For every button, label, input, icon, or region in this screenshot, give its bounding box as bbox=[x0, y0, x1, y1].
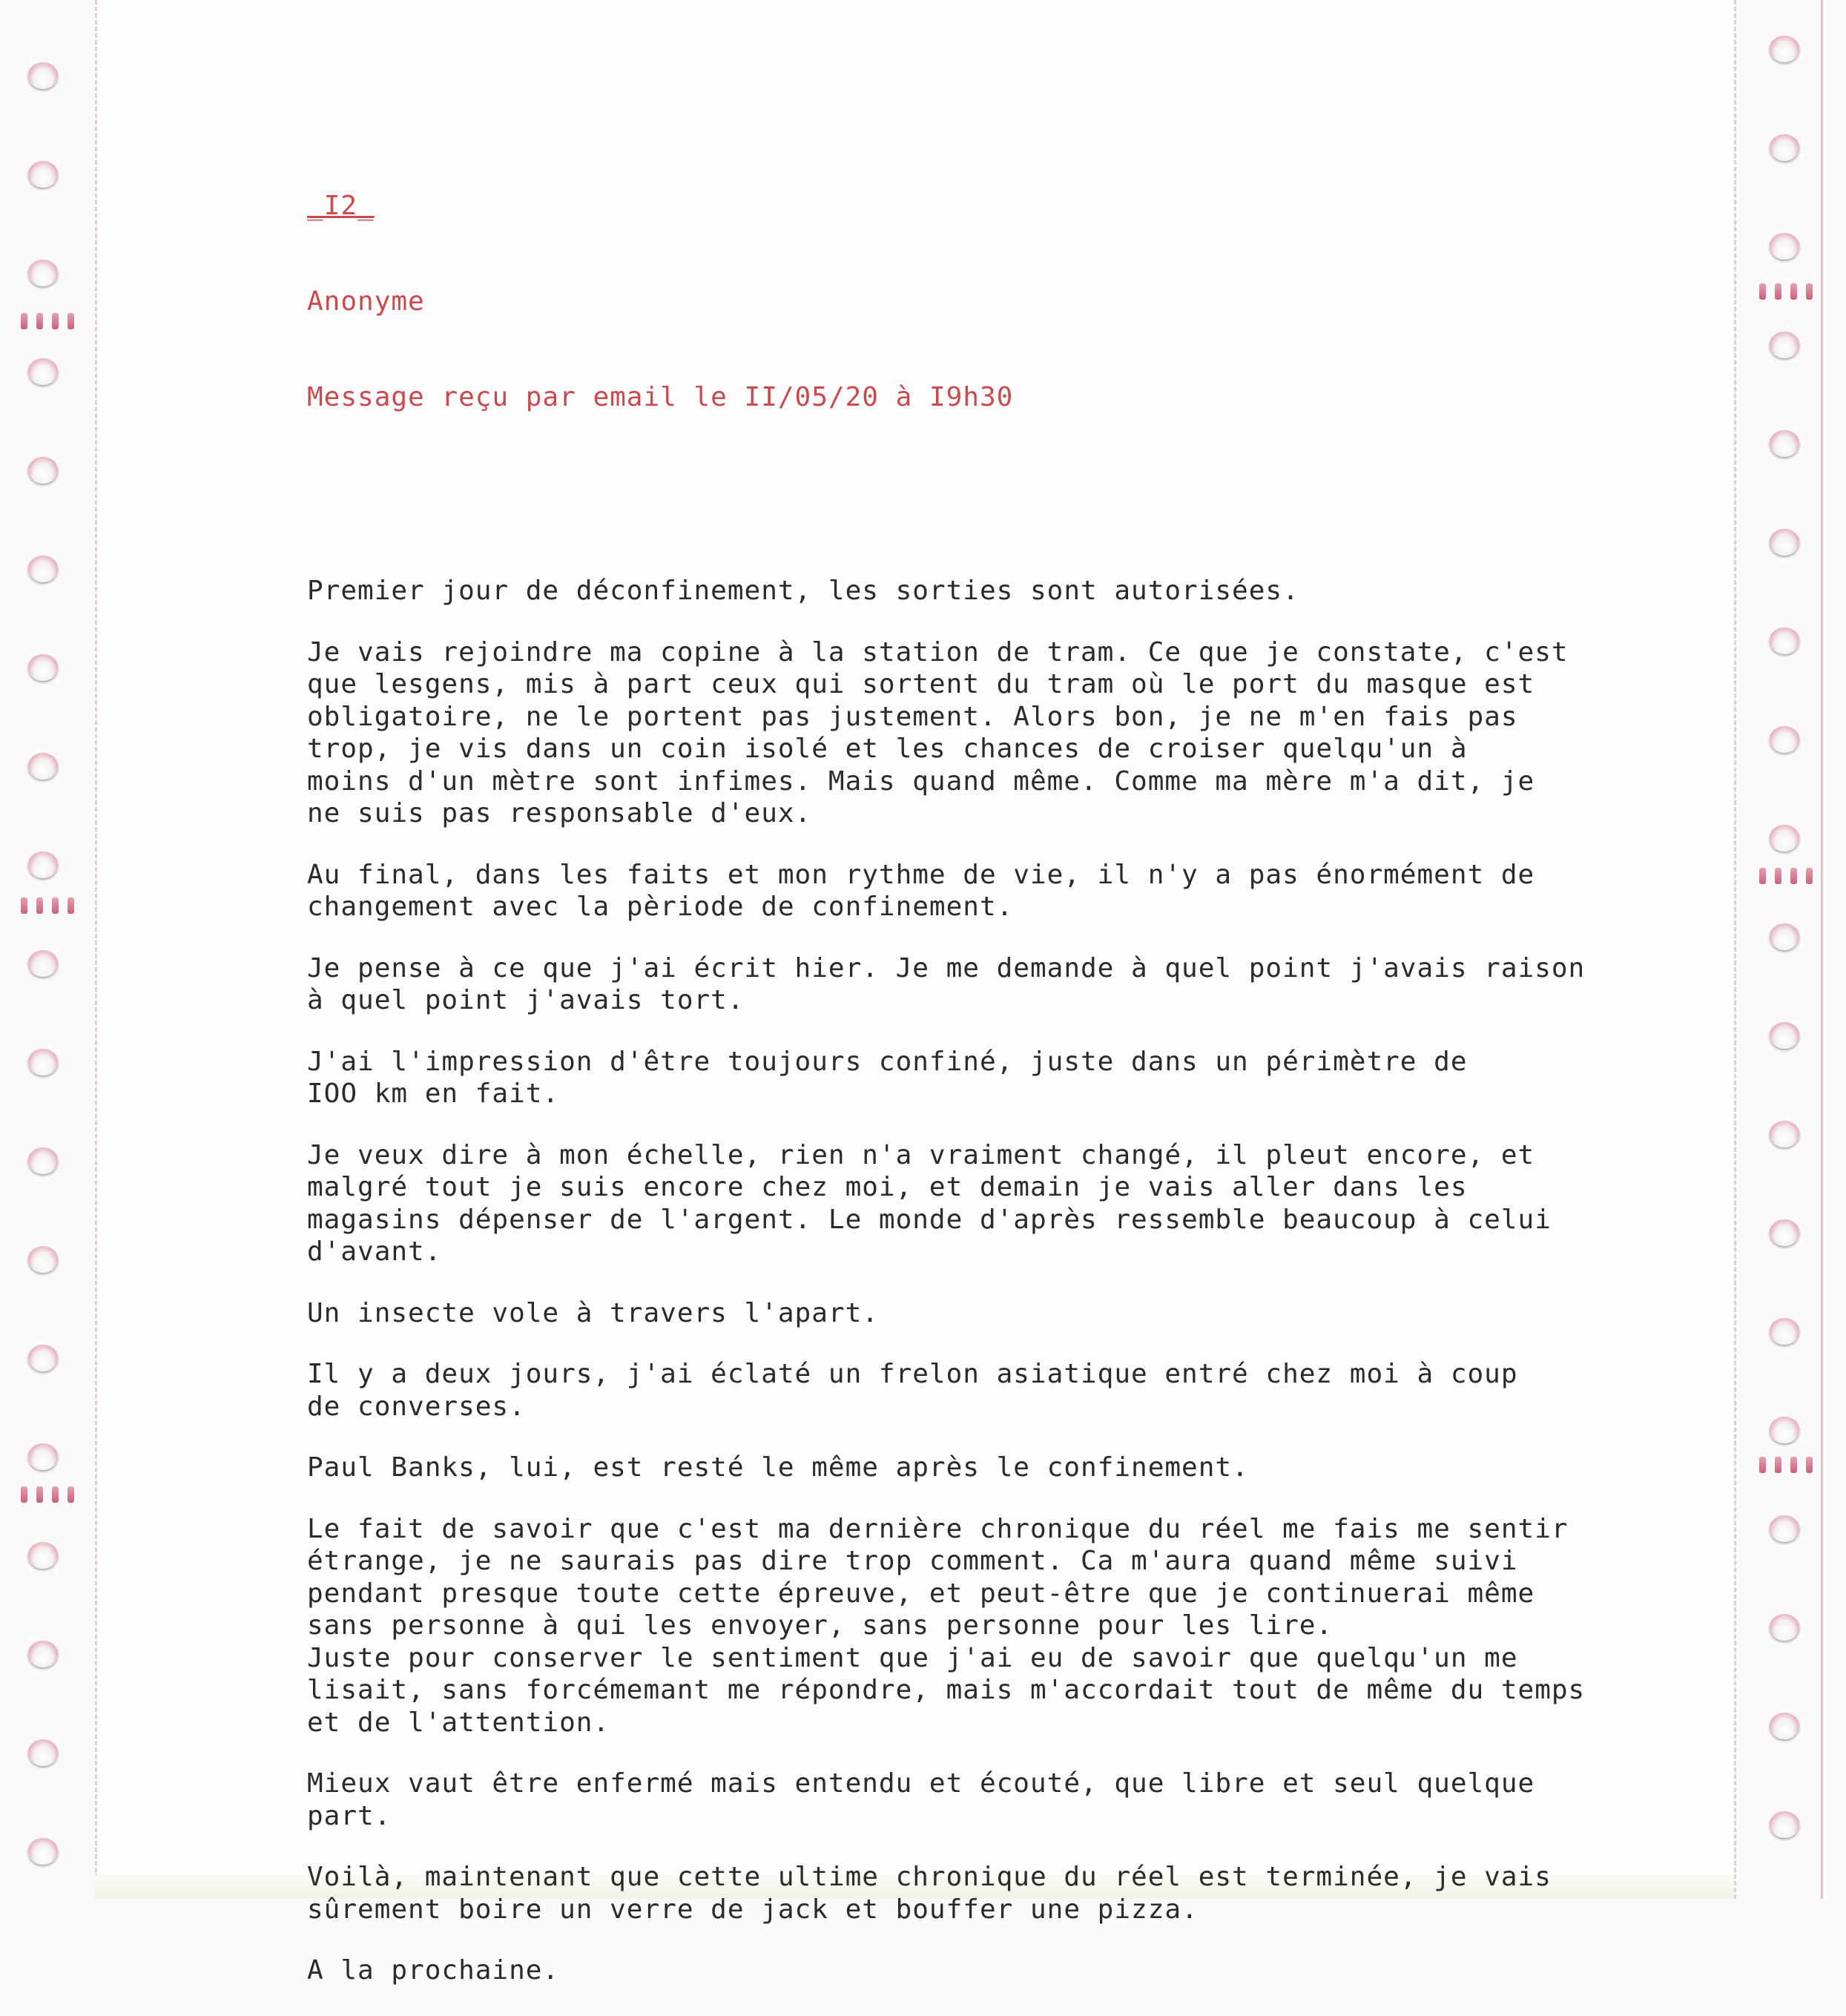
paragraph: Un insecte vole à travers l'apart. bbox=[307, 1297, 879, 1328]
left-perforation-line bbox=[95, 0, 97, 1899]
sprocket-hole bbox=[28, 1443, 58, 1470]
sprocket-hole bbox=[1770, 233, 1799, 260]
signoff: A la prochaine. bbox=[307, 1955, 560, 1986]
sprocket-hole bbox=[1770, 1515, 1799, 1542]
paragraph: Il y a deux jours, j'ai éclaté un frelon asiatique entré chez moi à coup de converses. bbox=[307, 1359, 1518, 1422]
sprocket-hole bbox=[1770, 1022, 1799, 1049]
sprocket-hole bbox=[28, 1049, 58, 1075]
sprocket-hole bbox=[1770, 1219, 1799, 1246]
paper-edge bbox=[1821, 0, 1823, 1899]
sprocket-hole bbox=[1770, 36, 1799, 62]
sprocket-hole bbox=[28, 1147, 58, 1174]
sprocket-hole bbox=[28, 457, 58, 484]
sprocket-hole bbox=[28, 161, 58, 188]
sprocket-hole bbox=[1770, 1121, 1799, 1147]
paragraph: Voilà, maintenant que cette ultime chronique du réel est terminée, je vais sûrement boire un verre de jack et bouffer une pizza. bbox=[307, 1862, 1552, 1925]
sprocket-hole bbox=[1770, 430, 1799, 457]
sprocket-hole bbox=[28, 358, 58, 385]
paragraph: Je vais rejoindre ma copine à la station de tram. Ce que je constate, c'est que lesgens, mis à part ceux qui sortent du tram où le port du masque est obligatoire, ne le portent pas justement. Alors bon, je ne m'en fais pas trop, je vis dans un coin isolé et les chances de croiser quelqu'un à moins d'un mètre sont infimes. Mais quand même. Comme ma mère m'a dit, je ne suis pas responsable d'eux. bbox=[307, 636, 1569, 829]
right-perforation-ticks bbox=[1759, 283, 1813, 300]
sprocket-hole bbox=[1770, 134, 1799, 161]
letter-text bbox=[307, 126, 1586, 2016]
author-name: Anonyme bbox=[307, 286, 425, 317]
sprocket-hole bbox=[1770, 825, 1799, 851]
sprocket-hole bbox=[1770, 726, 1799, 753]
right-perforation-line bbox=[1734, 0, 1736, 1899]
paragraph: Mieux vaut être enfermé mais entendu et écouté, que libre et seul quelque part. bbox=[307, 1768, 1535, 1831]
sprocket-hole bbox=[1770, 332, 1799, 358]
sprocket-hole bbox=[1770, 1713, 1799, 1739]
sprocket-hole bbox=[28, 556, 58, 582]
sprocket-hole bbox=[28, 62, 58, 89]
left-perforation-ticks bbox=[21, 1486, 74, 1503]
right-perforation-ticks bbox=[1759, 1457, 1813, 1473]
sprocket-hole bbox=[1770, 923, 1799, 950]
sprocket-hole bbox=[28, 1345, 58, 1371]
sprocket-hole bbox=[28, 260, 58, 286]
sprocket-hole bbox=[28, 950, 58, 977]
left-perforation-ticks bbox=[21, 897, 74, 914]
sprocket-hole bbox=[28, 1739, 58, 1766]
sprocket-hole bbox=[28, 1246, 58, 1273]
sprocket-hole bbox=[1770, 1417, 1799, 1443]
paragraph: J'ai l'impression d'être toujours confiné, juste dans un périmètre de IOO km en fait. bbox=[307, 1046, 1468, 1109]
letter-body bbox=[307, 575, 1586, 1987]
paragraph: Je pense à ce que j'ai écrit hier. Je me demande à quel point j'avais raison à quel point j'avais tort. bbox=[307, 952, 1586, 1015]
paragraph: Le fait de savoir que c'est ma dernière chronique du réel me fais me sentir étrange, je ne saurais pas dire trop comment. Ca m'aura quand même suivi pendant presque toute cette épreuve, et peut-être que je continuerai même sans personne à qui les envoyer, sans personne pour les lire. Juste pour conserver le sentiment que j'ai eu de savoir que quelqu'un me lisait, sans forcémemant me répondre, mais m'accordait tout de même du temps et de l'attention. bbox=[307, 1513, 1586, 1738]
sprocket-hole bbox=[28, 654, 58, 681]
paragraph: Au final, dans les faits et mon rythme de vie, il n'y a pas énormément de changement avec la pèriode de confinement. bbox=[307, 859, 1535, 922]
entry-number: _I2_ bbox=[307, 191, 375, 221]
received-line: Message reçu par email le II/05/20 à I9h30 bbox=[307, 382, 1014, 412]
sprocket-hole bbox=[28, 1838, 58, 1865]
paragraph: Premier jour de déconfinement, les sorties sont autorisées. bbox=[307, 576, 1299, 606]
right-perforation-ticks bbox=[1759, 868, 1813, 884]
sprocket-hole bbox=[1770, 627, 1799, 654]
sprocket-hole bbox=[28, 1641, 58, 1667]
paragraph: Je veux dire à mon échelle, rien n'a vraiment changé, il pleut encore, et malgré tout je suis encore chez moi, et demain je vais aller dans les magasins dépenser de l'argent. Le monde d'après ressemble beaucoup à celui d'avant. bbox=[307, 1139, 1552, 1267]
sprocket-hole bbox=[1770, 1318, 1799, 1345]
sprocket-hole bbox=[28, 1542, 58, 1569]
sprocket-hole bbox=[28, 753, 58, 780]
sprocket-hole bbox=[28, 851, 58, 878]
sprocket-hole bbox=[1770, 1614, 1799, 1641]
sprocket-hole bbox=[1770, 1811, 1799, 1838]
left-perforation-ticks bbox=[21, 313, 74, 329]
sprocket-hole bbox=[1770, 529, 1799, 556]
letter-header bbox=[307, 126, 1583, 477]
paragraph: Paul Banks, lui, est resté le même après le confinement. bbox=[307, 1452, 1249, 1483]
